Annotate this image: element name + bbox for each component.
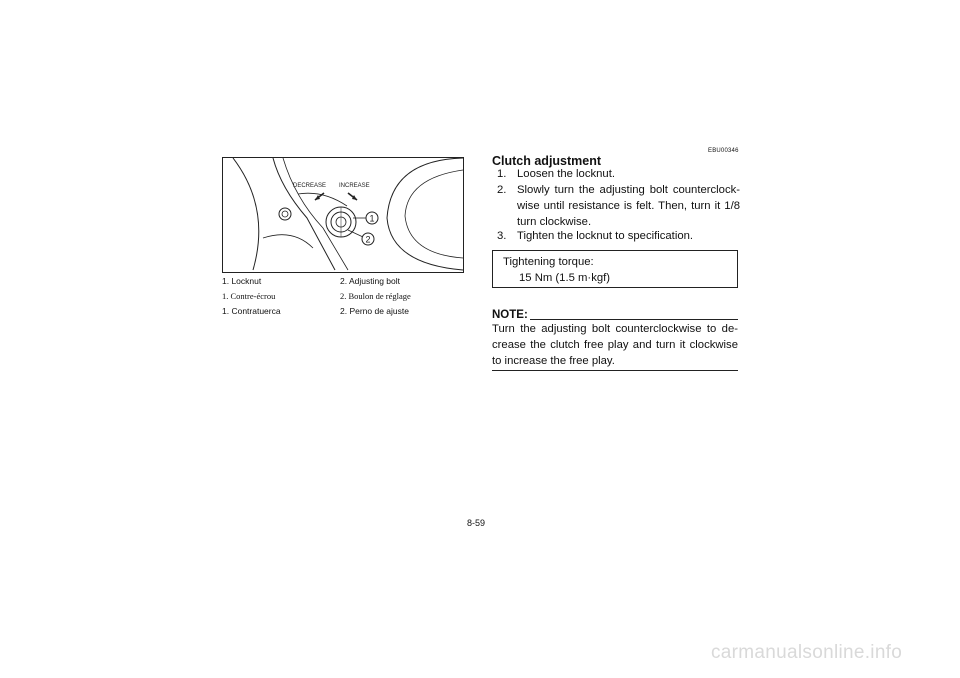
decrease-label: DECREASE xyxy=(293,183,327,189)
note-title: NOTE: xyxy=(492,309,528,321)
step-text: Loosen the locknut. xyxy=(517,168,615,180)
note-text: Turn the adjusting bolt counterclockwise to de-crease the clutch free play and turn it clockwise to increase the free play. xyxy=(492,323,738,367)
clutch-illustration xyxy=(223,158,463,272)
svg-text:1: 1 xyxy=(369,213,375,224)
caption-contratuerca: 1. Contratuerca xyxy=(222,306,281,316)
step-2 xyxy=(497,182,740,230)
step-number: 1. xyxy=(497,168,507,180)
note-divider-top xyxy=(530,319,738,320)
watermark: carmanualsonline.info xyxy=(711,642,903,663)
caption-contre-ecrou: 1. Contre-écrou xyxy=(222,291,276,301)
small-bolt-shape xyxy=(279,208,291,220)
increase-label: INCREASE xyxy=(339,183,370,189)
caption-row-spanish xyxy=(222,304,472,318)
clutch-adjustment-figure xyxy=(222,157,464,273)
torque-spec-value: 15 Nm (1.5 m·kgf) xyxy=(519,272,611,284)
section-title: Clutch adjustment xyxy=(492,154,602,168)
svg-text:2: 2 xyxy=(365,234,371,245)
caption-row-english xyxy=(222,274,472,288)
step-number: 3. xyxy=(497,230,507,242)
figure-captions xyxy=(222,274,472,319)
caption-boulon-de-reglage: 2. Boulon de réglage xyxy=(340,291,411,301)
caption-row-french xyxy=(222,289,472,303)
caption-locknut: 1. Locknut xyxy=(222,276,262,286)
page-number: 8-59 xyxy=(467,518,486,528)
step-text: Tighten the locknut to specification. xyxy=(517,230,694,242)
step-number: 2. xyxy=(497,184,507,196)
caption-adjusting-bolt: 2. Adjusting bolt xyxy=(340,276,401,286)
step-text: Slowly turn the adjusting bolt counterclock-wise until resistance is felt. Then, turn it 1/8 turn clockwise. xyxy=(517,184,740,228)
caption-perno-de-ajuste: 2. Perno de ajuste xyxy=(340,306,409,316)
step-3 xyxy=(497,228,740,244)
torque-spec-box xyxy=(492,250,738,288)
note-divider-bottom xyxy=(492,370,738,371)
section-code: EBU00346 xyxy=(708,148,739,154)
torque-spec-title: Tightening torque: xyxy=(503,256,594,268)
step-1 xyxy=(497,166,740,182)
